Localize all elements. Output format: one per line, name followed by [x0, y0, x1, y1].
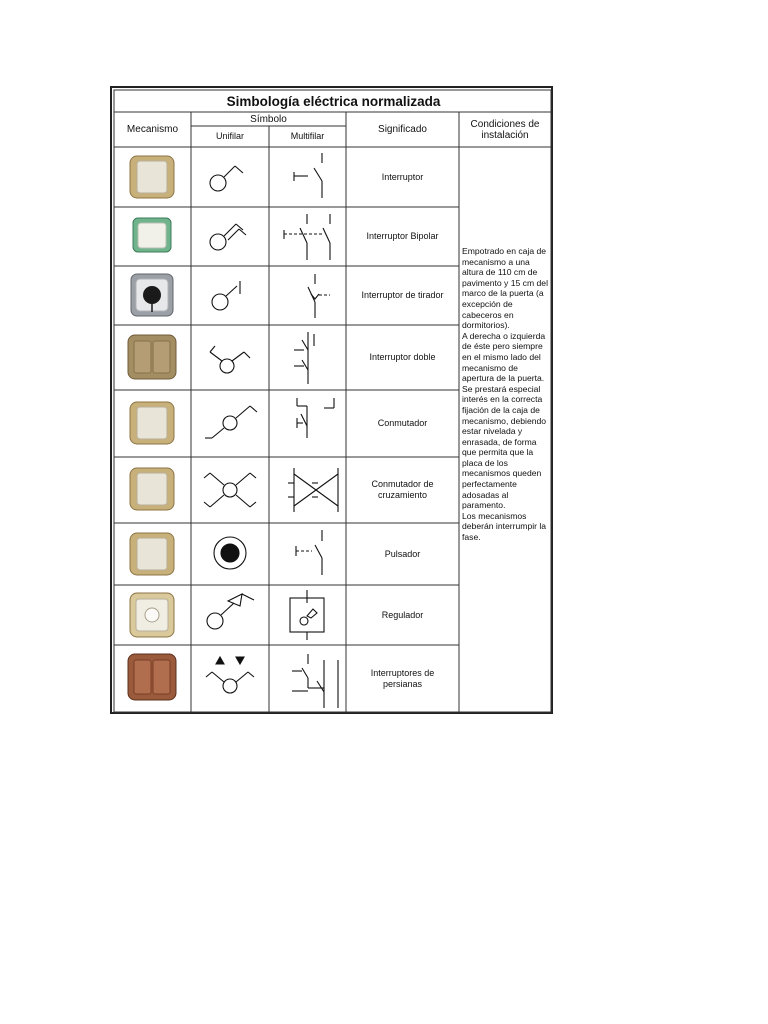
significado-row-3: Interruptor de tirador [361, 290, 444, 300]
unifilar-conmutador-icon [205, 406, 257, 438]
header-significado: Significado [378, 124, 427, 135]
multifilar-bipolar-icon [284, 214, 330, 260]
switch-photo-1 [130, 156, 174, 198]
unifilar-tirador-icon [212, 281, 240, 310]
multifilar-cruzamiento-icon [288, 468, 338, 512]
switch-photo-8 [130, 593, 174, 637]
symbol-table [110, 86, 553, 714]
multifilar-conmutador-icon [297, 398, 334, 438]
significado-row-8: Regulador [381, 609, 424, 620]
unifilar-doble-icon [210, 346, 250, 373]
significado-row-7: Pulsador [384, 548, 421, 559]
header-condiciones: Condiciones de instalación [470, 118, 540, 141]
significado-row-1: Interruptor [381, 171, 424, 182]
significado-row-2: Interruptor Bipolar [366, 231, 439, 241]
header-multifilar: Multifilar [290, 131, 325, 141]
table-title: Simbología eléctrica normalizada [226, 94, 441, 109]
unifilar-persianas-icon [206, 657, 254, 693]
switch-photo-4 [128, 335, 176, 379]
header-mecanismo: Mecanismo [126, 124, 179, 135]
significado-row-9: Interruptores de persianas [370, 667, 435, 689]
unifilar-cruzamiento-icon [204, 473, 256, 507]
multifilar-doble-icon [294, 332, 314, 384]
switch-photo-7 [130, 533, 174, 575]
multifilar-interruptor-icon [294, 153, 322, 198]
multifilar-regulador-icon [290, 590, 324, 640]
condiciones-text: Empotrado en caja de mecanismo a una altura de 110 cm de pavimento y 15 cm del marco de la puerta (a excepción de cabeceros en dormitorios). A derecha o izquierda de éste pero siempre en el mismo lado del mecanismo de apertura de la puerta. Se prestará especial interés en la correcta fijación de la caja de mecanismo, debiendo estar nivelada y enrasada, de forma que permita que la placa de los mecanismos queden perfectamente adosadas al paramento. Los mecanismos deberán interrumpir la fase. [462, 246, 548, 543]
significado-row-4: Interruptor doble [369, 352, 436, 362]
unifilar-bipolar-icon [210, 224, 246, 250]
significado-row-6: Conmutador de cruzamiento [371, 479, 434, 500]
switch-photo-6 [130, 468, 174, 510]
multifilar-persianas-icon [292, 654, 338, 708]
multifilar-tirador-icon [308, 274, 330, 318]
header-simbolo: Símbolo [250, 113, 287, 125]
unifilar-pulsador-icon [214, 537, 246, 569]
switch-photo-5 [130, 402, 174, 444]
header-unifilar: Unifilar [215, 131, 244, 141]
switch-photo-9 [128, 654, 176, 700]
unifilar-interruptor-icon [210, 166, 243, 191]
significado-row-5: Conmutador [377, 418, 428, 428]
unifilar-regulador-icon [207, 594, 254, 629]
switch-photo-3 [131, 274, 173, 316]
multifilar-pulsador-icon [296, 530, 322, 575]
switch-photo-2 [133, 218, 171, 252]
